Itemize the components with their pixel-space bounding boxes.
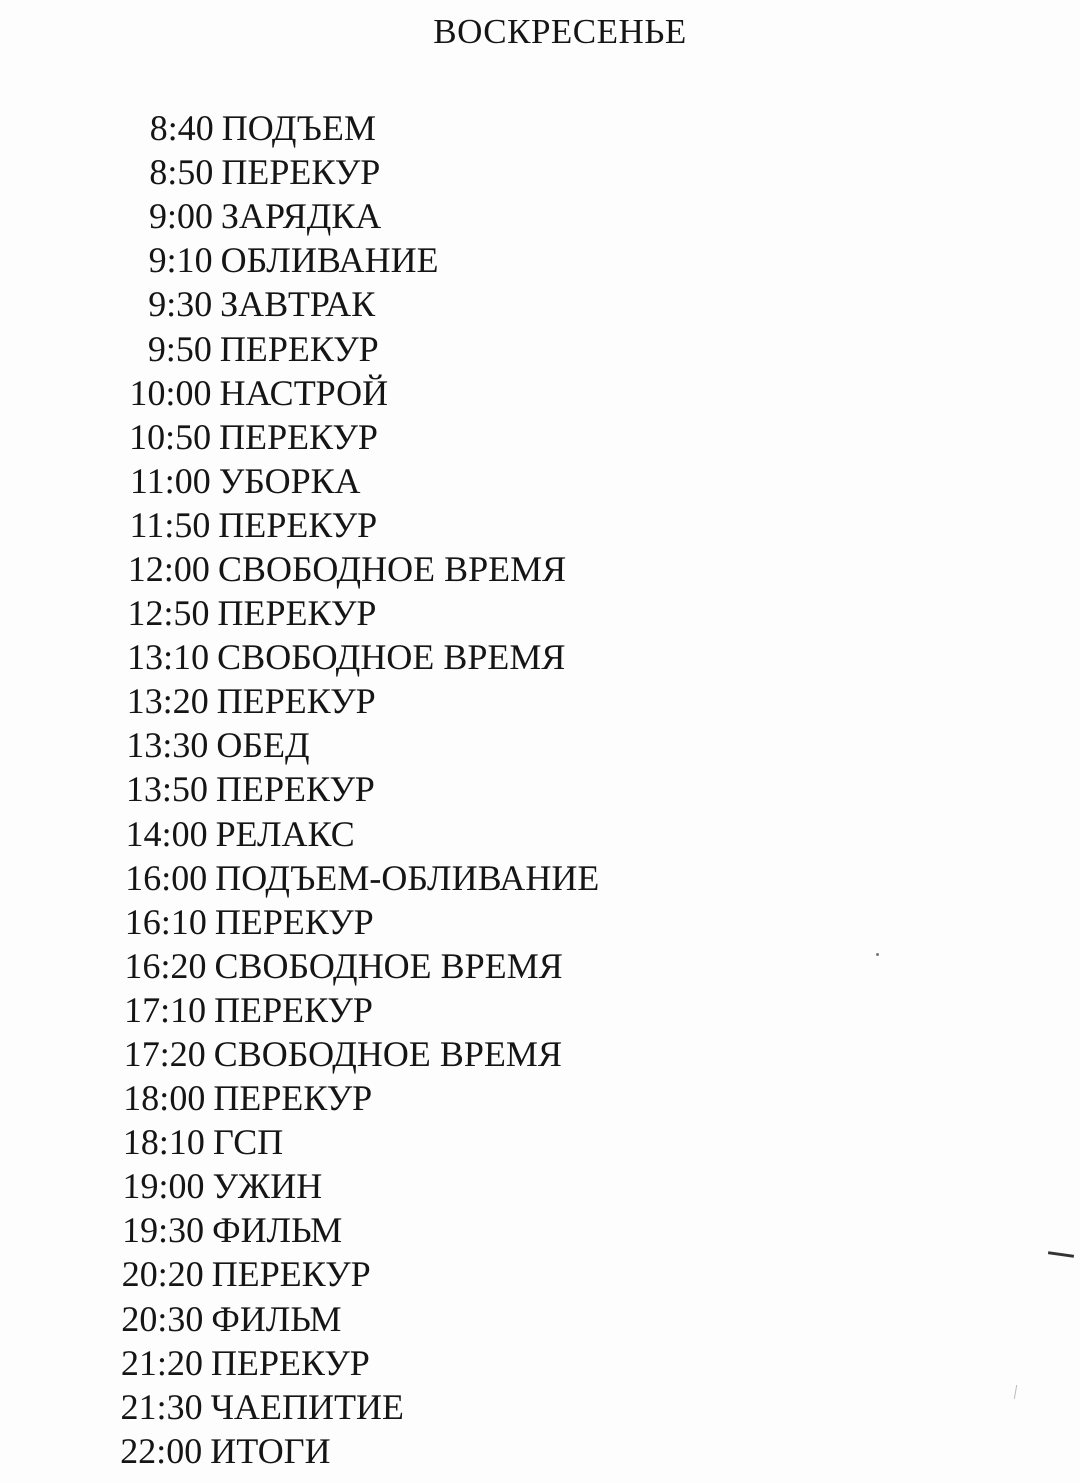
schedule-activity: ФИЛЬМ bbox=[211, 1298, 342, 1339]
schedule-time: 9:30 bbox=[148, 284, 213, 325]
schedule-activity: ЧАЕПИТИЕ bbox=[210, 1386, 405, 1427]
schedule-activity: ПЕРЕКУР bbox=[216, 681, 376, 722]
schedule-row bbox=[115, 150, 815, 194]
schedule-row bbox=[107, 1032, 807, 1076]
schedule-list bbox=[104, 106, 816, 1473]
schedule-activity: ПЕРЕКУР bbox=[214, 901, 374, 942]
schedule-time: 13:20 bbox=[126, 681, 209, 722]
scan-speck bbox=[1048, 1251, 1074, 1258]
schedule-activity: ПЕРЕКУР bbox=[221, 152, 381, 193]
schedule-time: 10:00 bbox=[129, 372, 212, 413]
schedule-time: 21:30 bbox=[120, 1386, 203, 1427]
schedule-row bbox=[108, 988, 808, 1032]
schedule-row bbox=[116, 106, 816, 150]
schedule-row bbox=[106, 1252, 806, 1296]
schedule-row bbox=[113, 371, 813, 415]
schedule-activity: СВОБОДНОЕ ВРЕМЯ bbox=[213, 1034, 563, 1075]
schedule-activity: ГСП bbox=[212, 1122, 284, 1163]
schedule-row bbox=[108, 944, 808, 988]
schedule-row bbox=[107, 1076, 807, 1120]
schedule-row bbox=[114, 282, 814, 326]
schedule-row bbox=[115, 194, 815, 238]
schedule-row bbox=[107, 1120, 807, 1164]
schedule-activity: ПЕРЕКУР bbox=[218, 416, 379, 457]
schedule-row bbox=[105, 1341, 805, 1385]
schedule-row bbox=[110, 767, 810, 811]
schedule-activity: ПЕРЕКУР bbox=[211, 1254, 371, 1295]
schedule-activity: ЗАРЯДКА bbox=[220, 196, 382, 237]
schedule-time: 12:00 bbox=[127, 548, 211, 589]
schedule-row bbox=[106, 1164, 806, 1208]
schedule-time: 19:30 bbox=[121, 1210, 205, 1251]
schedule-activity: УБОРКА bbox=[218, 460, 361, 501]
schedule-time: 11:00 bbox=[129, 460, 211, 501]
schedule-row bbox=[111, 679, 811, 723]
schedule-time: 9:50 bbox=[147, 328, 213, 369]
schedule-row bbox=[106, 1208, 806, 1252]
schedule-time: 8:50 bbox=[149, 152, 214, 193]
schedule-time: 16:10 bbox=[124, 901, 208, 942]
schedule-activity: НАСТРОЙ bbox=[219, 372, 389, 413]
schedule-row bbox=[105, 1297, 805, 1341]
schedule-time: 11:50 bbox=[129, 504, 211, 545]
schedule-row bbox=[109, 856, 809, 900]
schedule-row bbox=[114, 326, 814, 370]
schedule-time: 8:40 bbox=[149, 108, 214, 149]
page-title: ВОСКРЕСЕНЬЕ bbox=[433, 12, 687, 51]
schedule-row bbox=[104, 1385, 804, 1429]
schedule-activity: ПЕРЕКУР bbox=[210, 1342, 370, 1383]
schedule-activity: ОБЕД bbox=[216, 725, 310, 766]
schedule-row bbox=[112, 503, 812, 547]
schedule-time: 13:50 bbox=[125, 769, 209, 810]
schedule-activity: ПЕРЕКУР bbox=[213, 989, 374, 1030]
schedule-time: 17:20 bbox=[123, 1034, 206, 1075]
schedule-activity: СВОБОДНОЕ ВРЕМЯ bbox=[217, 548, 567, 589]
schedule-activity: ПОДЪЕМ-ОБЛИВАНИЕ bbox=[215, 857, 600, 898]
schedule-row bbox=[111, 591, 811, 635]
schedule-activity: ПЕРЕКУР bbox=[215, 769, 375, 810]
schedule-activity: ИТОГИ bbox=[210, 1430, 331, 1471]
schedule-time: 9:10 bbox=[148, 240, 213, 281]
schedule-time: 9:00 bbox=[148, 196, 214, 237]
schedule-time: 10:50 bbox=[128, 416, 212, 457]
schedule-row bbox=[104, 1429, 804, 1473]
schedule-row bbox=[111, 635, 811, 679]
schedule-time: 20:20 bbox=[121, 1254, 204, 1295]
scan-speck bbox=[1014, 1385, 1017, 1399]
schedule-time: 19:00 bbox=[122, 1166, 205, 1207]
schedule-activity: ОБЛИВАНИЕ bbox=[220, 240, 439, 281]
schedule-activity: ПЕРЕКУР bbox=[213, 1078, 373, 1119]
schedule-time: 14:00 bbox=[125, 813, 208, 854]
schedule-time: 17:10 bbox=[123, 989, 207, 1030]
schedule-activity: СВОБОДНОЕ ВРЕМЯ bbox=[214, 945, 563, 986]
schedule-activity: УЖИН bbox=[212, 1166, 323, 1207]
schedule-time: 12:50 bbox=[127, 593, 210, 634]
schedule-row bbox=[114, 238, 814, 282]
schedule-time: 16:00 bbox=[125, 857, 208, 898]
schedule-time: 20:30 bbox=[121, 1298, 204, 1339]
schedule-time: 22:00 bbox=[120, 1430, 203, 1471]
schedule-activity: ПЕРЕКУР bbox=[219, 328, 379, 369]
schedule-time: 18:00 bbox=[123, 1078, 206, 1119]
schedule-time: 13:10 bbox=[126, 637, 210, 678]
schedule-activity: ФИЛЬМ bbox=[211, 1210, 343, 1251]
schedule-row bbox=[113, 415, 813, 459]
schedule-activity: ПЕРЕКУР bbox=[218, 504, 378, 545]
schedule-activity: ПОДЪЕМ bbox=[221, 108, 377, 149]
schedule-row bbox=[113, 459, 813, 503]
schedule-row bbox=[112, 547, 812, 591]
schedule-row bbox=[109, 812, 809, 856]
schedule-time: 16:20 bbox=[124, 945, 207, 986]
schedule-activity: РЕЛАКС bbox=[215, 813, 355, 854]
schedule-time: 21:20 bbox=[120, 1342, 204, 1383]
schedule-time: 13:30 bbox=[126, 725, 209, 766]
schedule-row bbox=[110, 723, 810, 767]
schedule-row bbox=[109, 900, 809, 944]
schedule-activity: ЗАВТРАК bbox=[220, 284, 376, 325]
schedule-time: 18:10 bbox=[122, 1122, 206, 1163]
scan-speck bbox=[876, 953, 879, 956]
schedule-activity: ПЕРЕКУР bbox=[217, 593, 377, 634]
schedule-activity: СВОБОДНОЕ ВРЕМЯ bbox=[216, 637, 566, 678]
